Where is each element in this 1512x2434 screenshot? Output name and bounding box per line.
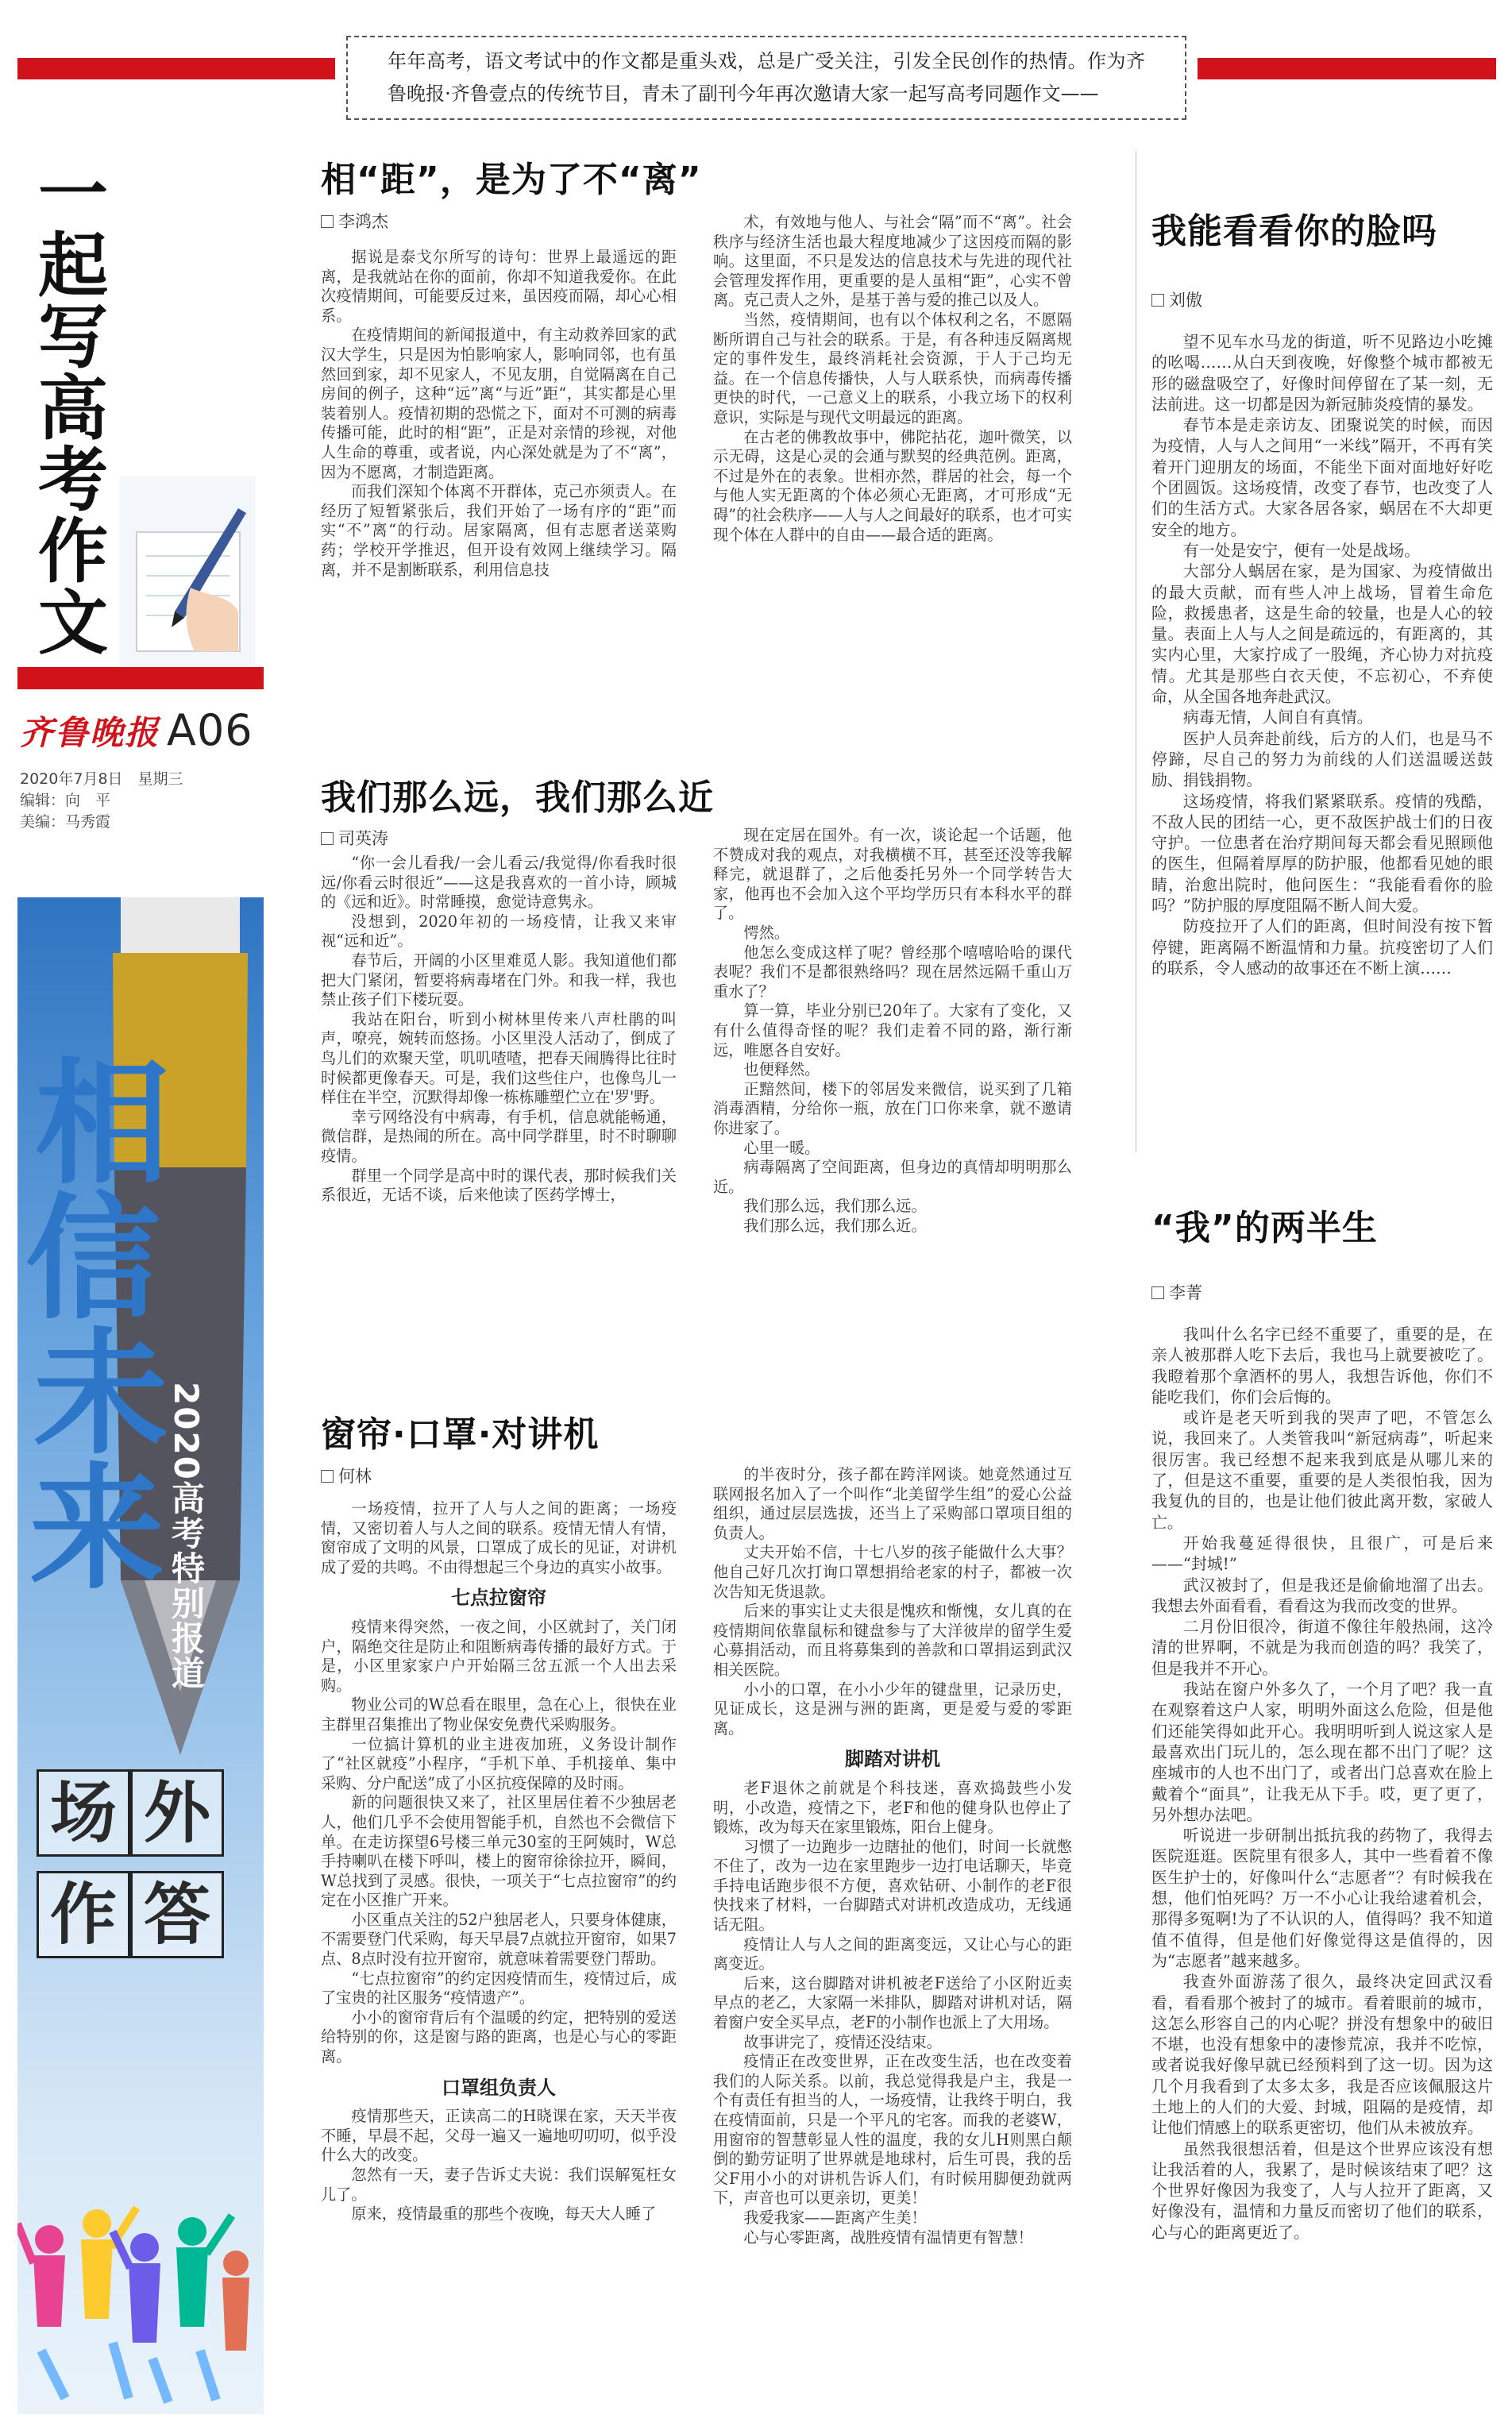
article-2-col-1 xyxy=(321,854,677,1330)
top-red-bar-left xyxy=(17,58,335,79)
paragraph: 我叫什么名字已经不重要了，重要的是，在亲人被那群人吃下去后，我也马上就要被吃了。我瞪着那个拿酒杯的男人，我想告诉他，你们不能吃我们，你们会后悔的。 xyxy=(1151,1325,1493,1406)
paragraph: 我站在窗户外多久了，一个月了吧？我一直在观察着这户人家，明明外面这么危险，但是他们还能笑得如此开心。我明明听到人说这家人是最喜欢出门玩儿的，怎么现在都不出门了呢？这座城市的人也不出门了，或者出门总喜欢在脸上戴着个“面具”，让我无从下手。哎，更了更了，另外想办法吧。 xyxy=(1151,1680,1493,1824)
paragraph: 群里一个同学是高中时的课代表，那时候我们关系很近，无话不谈，后来他读了医药学博士， xyxy=(321,1166,677,1205)
article-5-body xyxy=(1151,1325,1493,2420)
cheering-people-illustration xyxy=(17,2192,264,2406)
section-subhead: 脚踏对讲机 xyxy=(845,1748,940,1771)
paragraph: 一位搞计算机的业主进夜加班，义务设计制作了“社区就疫”小程序，“手机下单、手机接单、集中采购、分户配送”成了小区抗疫保障的及时雨。 xyxy=(321,1734,677,1792)
paragraph: 我爱我家——距离产生美！ xyxy=(743,2208,927,2227)
page-number: A06 xyxy=(167,705,253,755)
paragraph: 没想到，2020年初的一场疫情，让我又来审视“远和近”。 xyxy=(321,912,677,951)
paragraph: 而我们深知个体离不开群体，克己亦须责人。在经历了短暂紧张后，我们开始了一场有序的“距”而实“不”离“的行动。居家隔离，但有志愿者送菜购药；学校开学推迟，但开设有效网上继续学习。隔离，并不是割断联系，利用信息技 xyxy=(321,482,677,579)
article-title-3: 窗帘·口罩·对讲机 xyxy=(321,1414,600,1455)
paragraph: 我们那么远，我们那么远。 xyxy=(743,1197,927,1216)
paragraph: 在疫情期间的新闻报道中，有主动救养回家的武汉大学生，只是因为怕影响家人，影响同邻，也有虽然回到家，却不见家人，不见友朋，自觉隔离在自己房间的例子，这种“远”离“与近”距“，其实都是心里装着别人。疫情初期的恐慌之下，面对不可测的病毒传播可能，此时的相“距”，正是对亲情的珍视，对他人生命的尊重，或者说，内心深处就是为了不“离”，因为不愿离，才制造距离。 xyxy=(321,326,677,481)
editor-credit: 编辑：向 平 xyxy=(20,792,111,809)
title-char: 写 xyxy=(37,296,108,378)
paragraph: 忽然有一天，妻子告诉丈夫说：我们误解冤枉女儿了。 xyxy=(321,2166,677,2204)
paragraph: 防疫拉开了人们的距离，但时间没有按下暂停键，距离隔不断温情和力量。抗疫密切了人们的联系，令人感动的故事还在不断上演…… xyxy=(1151,917,1493,978)
box-char-4: 答 xyxy=(130,1871,224,1958)
paragraph: 故事讲完了，疫情还没结束。 xyxy=(743,2032,942,2051)
paragraph: 幸亏网络没有中病毒，有手机，信息就能畅通，微信群，是热闹的所在。高中同学群里，时不时聊聊疫情。 xyxy=(321,1107,677,1165)
paragraph: 春节本是走亲访友、团聚说笑的时候，而因为疫情，人与人之间用“一米线”隔开，不再有笑着开门迎朋友的场面，不能坐下面对面地好好吃个团圆饭。这场疫情，改变了春节，也改变了人们的生活方式。大家各居各家，蜗居在不大却更安全的地方。 xyxy=(1151,416,1493,539)
newspaper-logo: 齐鲁晚报 xyxy=(20,713,160,752)
article-title-5: “我”的两半生 xyxy=(1151,1208,1378,1248)
paragraph: 武汉被封了，但是我还是偷偷地溜了出去。我想去外面看看，看看这为我而改变的世界。 xyxy=(1151,1576,1493,1615)
paragraph: 老F退休之前就是个科技迷，喜欢捣鼓些小发明，小改造，疫情之下，老F和他的健身队也停止了锻炼，改为每天在家里锻炼，阳台上健身。 xyxy=(713,1778,1072,1837)
paragraph: 愕然。 xyxy=(743,923,789,942)
paragraph: 在古老的佛教故事中，佛陀拈花，迦叶微笑，以示无碍，这是心灵的会通与默契的经典范例。距离，不过是外在的表象。世相亦然，群居的社会，每一个与他人实无距离的个体必须心无距离，才可形成“无碍”的社会秩序——人与人之间最好的联系，也才可实现个体在人群中的自由——最合适的距离。 xyxy=(713,427,1072,544)
article-author-3: 何林 xyxy=(321,1464,372,1487)
paragraph: 后来的事实让丈夫很是愧疚和惭愧，女儿真的在疫情期间依靠鼠标和键盘参与了大洋彼岸的留学生爱心募捐活动，而且将募集到的善款和口罩捐运到武汉相关医院。 xyxy=(713,1602,1072,1679)
paragraph: 丈夫开始不信，十七八岁的孩子能做什么大事？他自己好几次打询口罩想捐给老家的村子，都被一次次告知无货退款。 xyxy=(713,1543,1072,1601)
top-red-bar-right xyxy=(1198,58,1496,79)
box-char-3: 作 xyxy=(37,1871,130,1958)
article-author-2: 司英涛 xyxy=(321,826,388,850)
box-char-2: 外 xyxy=(130,1769,224,1857)
paragraph: 他怎么变成这样了呢？曾经那个嘻嘻哈哈的课代表呢？我们不是都很熟络吗？现在居然远隔千重山万重水了？ xyxy=(713,943,1072,1001)
paragraph: 疫情正在改变世界，正在改变生活，也在改变着我们的人际关系。以前，我总觉得我是户主，我是一个有责任有担当的人，一场疫情，让我终于明白，我在疫情面前，只是一个平凡的宅客。而我的老婆W，用窗帘的智慧彰显人性的温度，我的女儿H则黑白颠倒的勤劳证明了世界就是地球村，后生可畏，我的岳父F用小小的对讲机告诉人们，有时候用脚便劲就两下，声音也可以更亲切，更美！ xyxy=(713,2052,1072,2208)
paragraph: 或许是老天听到我的哭声了吧，不管怎么说，我回来了。人类管我叫“新冠病毒”，听起来很厉害。我已经想不起来我到底是从哪儿来的了，但是这不重要，重要的是人类很怕我，因为我复仇的目的，也是让他们彼此离开数，家破人亡。 xyxy=(1151,1409,1493,1532)
paragraph: 我查外面游荡了很久，最终决定回武汉看看，看看那个被封了的城市。看着眼前的城市，这怎么形容自己的内心呢？拼没有想象中的破旧不堪，也没有想象中的凄惨荒凉，我并不吃惊，或者说我好像早就已经预料到了这一切。因为这几个月我看到了太多太多，我是否应该佩服这片土地上的人们的大爱、封城，阻隔的是疫情，却让他们情感上的联系更密切，他们从未被放弃。 xyxy=(1151,1973,1493,2138)
paragraph: 心里一暖。 xyxy=(743,1138,820,1157)
paragraph: 疫情那些天，正读高二的H晓课在家，天天半夜不睡，早晨不起，父母一遍又一遍地叨叨叨，似乎没什么大的改变。 xyxy=(321,2107,677,2165)
article-4-body xyxy=(1151,332,1493,1158)
paragraph: 这场疫情，将我们紧紧联系。疫情的残酷，不敌人民的团结一心，更不敌医护战士们的日夜守护。一位患者在治疗期间每天都会看见照顾他的医生，但隔着厚厚的防护服，他都看见她的眼睛，治愈出院时，他问医生：“我能看看你的脸吗？”防护服的厚度阻隔不断人间大爱。 xyxy=(1151,792,1493,916)
paragraph: 听说进一步研制出抵抗我的药物了，我得去医院逛逛。医院里有很多人，其中一些看着不像医生护士的，好像叫什么“志愿者”？有时候我在想，他们怕死吗？万一不小心让我给逮着机会，那得多冤啊!为了不认识的人，值得吗？我不知道值不值得，但是他们好像觉得这是值得的，因为“志愿者”越来越多。 xyxy=(1151,1826,1493,1970)
article-author-4: 刘傲 xyxy=(1151,287,1202,311)
article-3-col-2 xyxy=(713,1465,1072,2422)
paragraph: 我站在阳台，听到小树林里传来八声杜鹃的叫声，嘹亮，婉转而悠扬。小区里没人活动了，倒成了鸟儿们的欢聚天堂，叽叽喳喳，把春天闹腾得比往时时候都更像春天。可是，我们这些住户，也像鸟儿一样住在半空，沉默得却像一栋栋雕塑伫立在'罗'野。 xyxy=(321,1009,677,1107)
paragraph: 心与心零距离，战胜疫情有温情更有智慧！ xyxy=(743,2228,1033,2247)
title-char: 考 xyxy=(37,439,108,521)
article-2-col-2 xyxy=(713,826,1072,1330)
paragraph: 有一处是安宁，便有一处是战场。 xyxy=(1182,541,1421,560)
paragraph: 我们那么远，我们那么近。 xyxy=(743,1216,927,1235)
paragraph: 物业公司的W总看在眼里，急在心上，很快在业主群里召集推出了物业保安免费代采购服务。 xyxy=(321,1695,677,1734)
paragraph: 望不见车水马龙的街道，听不见路边小吃摊的吆喝……从白天到夜晚，好像整个城市都被无形的磁盘吸空了，好像时间停留在了某一刻，无法前进。这一切都是因为新冠肺炎疫情的暴发。 xyxy=(1151,333,1493,414)
banner-subtitle: 2020高考特别报道 xyxy=(167,1382,206,1691)
column-intro: 年年高考，语文考试中的作文都是重头戏，总是广受关注，引发全民创作的热情。作为齐鲁晚报·齐鲁壹点的传统节目，青未了副刊今年再次邀请大家一起写高考同题作文—— xyxy=(346,36,1186,120)
paragraph: 原来，疫情最重的那些个夜晚，每天大人睡了 xyxy=(351,2204,657,2224)
paragraph: 开始我蔓延得很快，且很广，可是后来——“封城!” xyxy=(1151,1533,1493,1574)
paragraph: 小小的口罩，在小小少年的键盘里，记录历史，见证成长，这是洲与洲的距离，更是爱与爱的零距离。 xyxy=(713,1680,1072,1738)
article-title-4: 我能看看你的脸吗 xyxy=(1151,211,1437,252)
paragraph: 小小的窗帘背后有个温暖的约定，把特别的爱送给特别的你，这是窗与路的距离，也是心与心的零距离。 xyxy=(321,2008,677,2066)
article-3-col-1 xyxy=(321,1499,677,2420)
paragraph: 病毒隔离了空间距离，但身边的真情却明明那么近。 xyxy=(713,1158,1072,1196)
issue-date: 2020年7月8日 星期三 xyxy=(20,770,183,788)
banner-char-4: 来 xyxy=(29,1449,165,1608)
paragraph: 医护人员奔赴前线，后方的人们，也是马不停蹄，尽自己的努力为前线的人们送温暖送鼓励、捐钱捐物。 xyxy=(1151,729,1493,790)
paragraph: 病毒无情，人间自有真情。 xyxy=(1182,708,1373,727)
paragraph: 小区重点关注的52户独居老人，只要身体健康，不需要登门代采购，每天早晨7点就拉开窗帘，如果7点、8点时没有拉开窗帘，就意味着需要登门帮助。 xyxy=(321,1910,677,1969)
banner-char-1: 相 xyxy=(35,1044,171,1203)
paragraph: 新的问题很快又来了，社区里居住着不少独居老人，他们几乎不会使用智能手机，自然也不会微信下单。在走访探望6号楼三单元30室的王阿姨时，W总手持喇叭在楼下呼叫，楼上的窗帘徐徐拉开，瞬间，W总找到了灵感。很快，一项关于“七点拉窗帘”的约定在小区推广开来。 xyxy=(321,1793,677,1910)
art-editor-credit: 美编：马秀霞 xyxy=(20,813,111,831)
banner-char-3: 未 xyxy=(33,1314,169,1473)
article-author-1: 李鸿杰 xyxy=(321,209,388,233)
paragraph: 算一算，毕业分别已20年了。大家有了变化，又有什么值得奇怪的呢？我们走着不同的路，渐行渐远，唯愿各自安好。 xyxy=(713,1001,1072,1059)
paragraph: 术，有效地与他人、与社会“隔”而不“离”。社会秩序与经济生活也最大程度地减少了这因疫而隔的影响。这里面，不只是发达的信息技术与先进的现代社会管理发挥作用，更重要的是人虽相“距”，心实不曾离。克己责人之外，是基于善与爱的推己以及人。 xyxy=(713,213,1072,310)
article-title-1: 相“距”，是为了不“离” xyxy=(321,160,702,200)
paragraph: 虽然我很想活着，但是这个世界应该没有想让我活着的人，我累了，是时候该结束了吧？这个世界好像因为我变了，人与人拉开了距离，又好像没有，温情和力量反而密切了他们的联系，心与心的距离更近了。 xyxy=(1151,2139,1493,2242)
title-char: 起 xyxy=(37,225,108,307)
title-char: 一 xyxy=(37,153,108,235)
paragraph: 大部分人蜗居在家，是为国家、为疫情做出的最大贡献，而有些人冲上战场，冒着生命危险，救援患者，这是生命的较量，也是人心的较量。表面上人与人之间是疏远的，有距离的，其实内心里，大家拧成了一股绳，齐心协力对抗疫情。尤其是那些白衣天使，不忘初心，不弃使命，从全国各地奔赴武汉。 xyxy=(1151,562,1493,707)
paragraph: 当然，疫情期间，也有以个体权利之名，不愿隔断所谓自己与社会的联系。于是，有各种违反隔离规定的事件发生，最终消耗社会资源，于人于己均无益。在一个信息传播快，人与人联系快，而病毒传播更快的时代，一己意义上的联系，小我立场下的权利意识，实际是与现代文明最远的距离。 xyxy=(713,310,1072,426)
section-subhead: 口罩组负责人 xyxy=(442,2076,556,2099)
paragraph: 据说是泰戈尔所写的诗句：世界上最遥远的距离，是我就站在你的面前，你却不知道我爱你。在此次疫情期间，可能要反过来，虽因疫而隔，却心心相系。 xyxy=(321,248,677,325)
section-title-vertical xyxy=(22,153,124,664)
paragraph: 后来，这台脚踏对讲机被老F送给了小区附近卖早点的老乙，大家隔一米排队，脚踏对讲机对话，隔着窗户安全买早点，老F的小制作也派上了大用场。 xyxy=(713,1973,1072,2032)
paragraph: 也便释然。 xyxy=(743,1060,820,1079)
article-1-col-1 xyxy=(321,248,677,692)
paragraph: 二月份旧很冷，街道不像往年般热闹，这冷清的世界啊，不就是为我而创造的吗？我笑了，但是我并不开心。 xyxy=(1151,1618,1493,1678)
section-subhead: 七点拉窗帘 xyxy=(451,1587,546,1610)
paragraph: 的半夜时分，孩子都在跨洋网谈。她竟然通过互联网报名加入了一个叫作“北美留学生组”的爱心公益组织，通过层层选拔，还当上了采购部口罩项目组的负责人。 xyxy=(713,1465,1072,1542)
paragraph: 正黯然间，楼下的邻居发来微信，说买到了几箱消毒酒精，分给你一瓶，放在门口你来拿，就不邀请你进家了。 xyxy=(713,1079,1072,1137)
paragraph: 疫情让人与人之间的距离变远，又让心与心的距离变近。 xyxy=(713,1934,1072,1973)
box-char-1: 场 xyxy=(37,1769,130,1857)
special-report-banner xyxy=(17,897,264,2414)
writing-hand-illustration xyxy=(119,476,256,667)
page-meta xyxy=(20,769,183,833)
title-char: 文 xyxy=(37,582,108,664)
title-char: 作 xyxy=(37,511,108,592)
paragraph: 春节后，开阔的小区里难觅人影。我知道他们都把大门紧闭，暂要将病毒堵在门外。和我一样，我也禁止孩子们下楼玩耍。 xyxy=(321,951,677,1009)
paragraph: 一场疫情，拉开了人与人之间的距离；一场疫情，又密切着人与人之间的联系。疫情无情人有情，窗帘成了文明的风景，口罩成了成长的见证，对讲机成了爱的共鸣。不由得想起三个身边的真实小故事。 xyxy=(321,1499,677,1576)
article-1-col-2 xyxy=(713,213,1072,692)
article-author-5: 李菁 xyxy=(1151,1280,1202,1304)
banner-char-2: 信 xyxy=(25,1179,161,1338)
sidebar-red-bar xyxy=(17,667,264,689)
paragraph: 习惯了一边跑步一边瞎扯的他们，时间一长就憋不住了，改为一边在家里跑步一边打电话聊天，毕竟手持电话跑步很不方便，喜欢钻研、小制作的老F很快找来了材料，一台脚踏式对讲机改造成功，无线通话无阻。 xyxy=(713,1837,1072,1934)
paragraph: “你一会儿看我/一会儿看云/我觉得/你看我时很远/你看云时很近”——这是我喜欢的一首小诗，顾城的《远和近》。时常睡摸，愈觉诗意隽永。 xyxy=(321,854,677,912)
paragraph: 疫情来得突然，一夜之间，小区就封了，关门闭户，隔绝交往是防止和阻断病毒传播的最好方式。于是，小区里家家户户开始隔三岔五派一个人出去采购。 xyxy=(321,1617,677,1695)
paragraph: “七点拉窗帘”的约定因疫情而生，疫情过后，成了宝贵的社区服务“疫情遗产”。 xyxy=(321,1969,677,2008)
title-char: 高 xyxy=(37,368,108,449)
article-title-2: 我们那么远，我们那么近 xyxy=(321,777,714,818)
paragraph: 现在定居在国外。有一次，谈论起一个话题，他不赞成对我的观点，对我横横不耳，甚至还没等我解释完，就退群了，之后他委托另外一个同学转告大家，他再也不会加入这个平均学历只有本科水平的群了。 xyxy=(713,826,1072,923)
